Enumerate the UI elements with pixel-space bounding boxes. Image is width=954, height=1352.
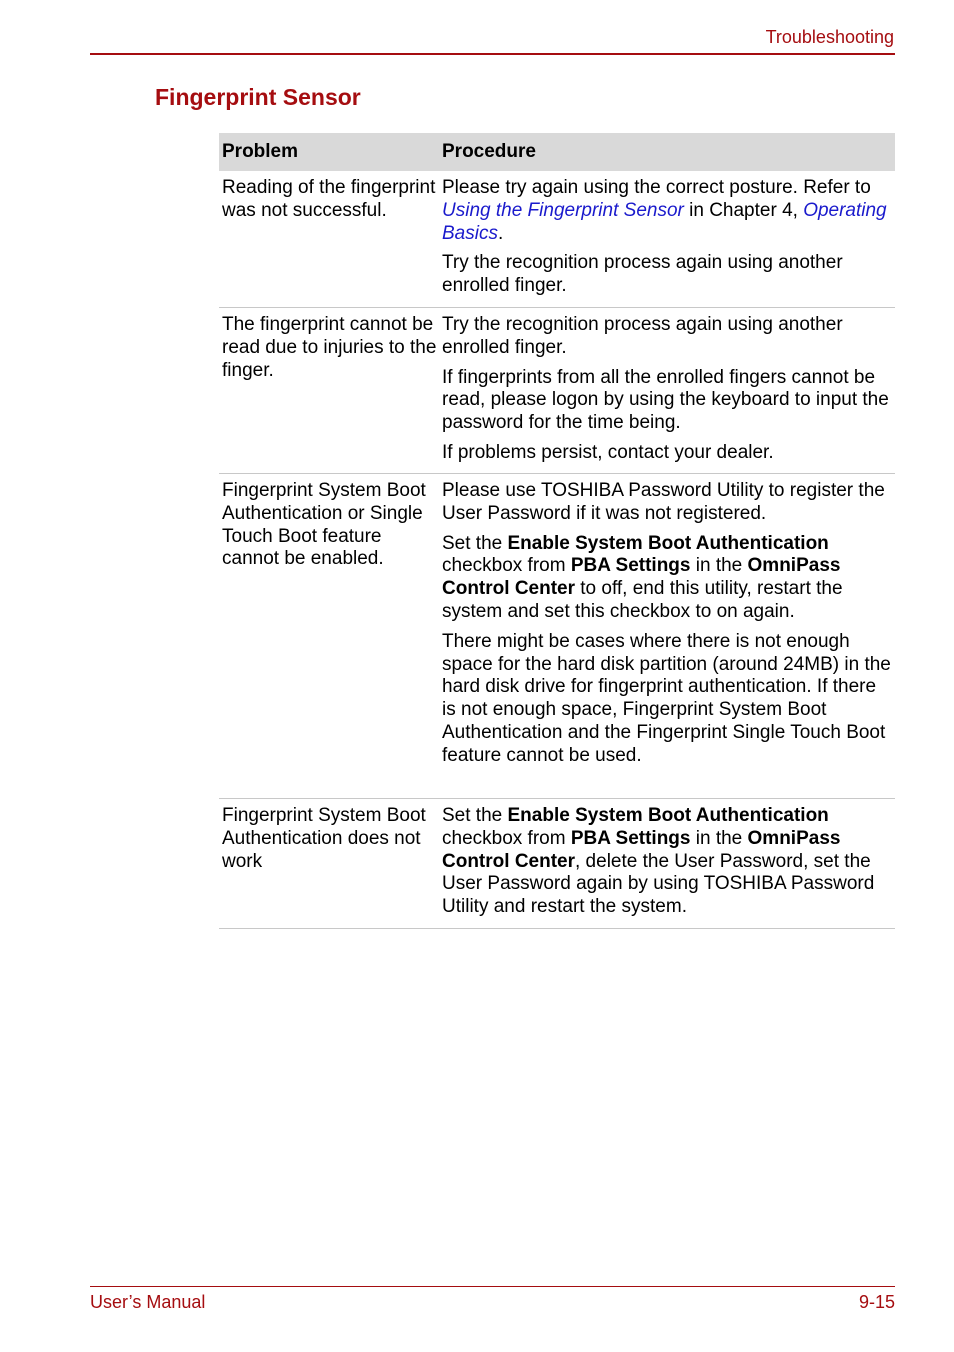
ui-term: PBA Settings [570, 555, 691, 577]
text-run: in Chapter 4, [683, 199, 804, 221]
column-header-procedure: Procedure [442, 141, 536, 162]
text-run: Try the recognition process again using another enrolled finger. [442, 314, 843, 358]
problem-cell: Fingerprint System Boot Authentication does not work [222, 805, 426, 872]
procedure-paragraph [442, 177, 895, 245]
problem-cell: Reading of the fingerprint was not successful. [222, 177, 436, 221]
text-run: There might be cases where there is not enough space for the hard disk partition (around 24MB) in the hard disk drive for fingerprint authentication. If there is not enough space, Fingerprint System Boot Authentication and the Fingerprint Single Touch Boot feature cannot be used. [442, 630, 891, 766]
table-row [219, 308, 895, 474]
text-run: Set the [442, 805, 508, 826]
table-row [219, 171, 895, 308]
text-run: If fingerprints from all the enrolled fingers cannot be read, please logon by using the keyboard to input the password for the time being. [442, 366, 889, 434]
section-title: Fingerprint Sensor [155, 84, 361, 110]
text-run: Try the recognition process again using another enrolled finger. [442, 252, 843, 297]
text-run: . [497, 222, 504, 244]
ui-term: PBA Settings [570, 827, 691, 849]
troubleshooting-table [219, 133, 895, 929]
text-run: checkbox from [442, 555, 571, 577]
cross-reference-link[interactable]: Using the Fingerprint Sensor [442, 199, 684, 221]
problem-cell: The fingerprint cannot be read due to injuries to the finger. [222, 314, 437, 381]
page-number: 9-15 [858, 1292, 895, 1312]
problem-cell: Fingerprint System Boot Authentication or Single Touch Boot feature cannot be enabled. [222, 480, 426, 570]
ui-term: OmniPass Control Center [442, 555, 841, 600]
cross-reference-link[interactable]: Operating Basics [442, 199, 887, 244]
text-run: in the [690, 827, 748, 849]
ui-term: Enable System Boot Authentication [507, 805, 829, 826]
procedure-cell [440, 177, 895, 307]
text-run: to off, end this utility, restart the system and set this checkbox to on again. [442, 578, 843, 622]
text-run: If problems persist, contact your dealer. [442, 441, 774, 463]
procedure-paragraph [442, 480, 895, 526]
procedure-cell [440, 480, 895, 798]
procedure-paragraph [442, 252, 895, 298]
table-row [219, 474, 895, 799]
text-run: Please try again using the correct posture. Refer to [442, 177, 871, 198]
column-header-problem: Problem [222, 141, 299, 162]
footer-rule [90, 1286, 895, 1287]
text-run: Please use TOSHIBA Password Utility to register the User Password if it was not registered. [442, 480, 885, 524]
table-header-row [219, 133, 895, 171]
ui-term: OmniPass Control Center [442, 827, 841, 872]
procedure-paragraph [442, 442, 895, 465]
table-row [219, 799, 895, 929]
footer-manual-title: User’s Manual [90, 1292, 206, 1312]
running-header: Troubleshooting [765, 27, 894, 47]
text-run: , delete the User Password, set the User Password again by using TOSHIBA Password Utility and restart the system. [442, 850, 875, 918]
ui-term: Enable System Boot Authentication [507, 532, 829, 554]
procedure-cell [440, 314, 895, 473]
header-rule [90, 53, 895, 55]
text-run: Set the [442, 532, 508, 554]
procedure-cell [440, 805, 895, 928]
procedure-paragraph [442, 533, 895, 624]
text-run: checkbox from [442, 827, 571, 849]
procedure-paragraph [442, 631, 895, 768]
text-run: in the [690, 555, 748, 577]
procedure-paragraph [442, 805, 895, 919]
procedure-paragraph [442, 314, 895, 360]
procedure-paragraph [442, 367, 895, 435]
